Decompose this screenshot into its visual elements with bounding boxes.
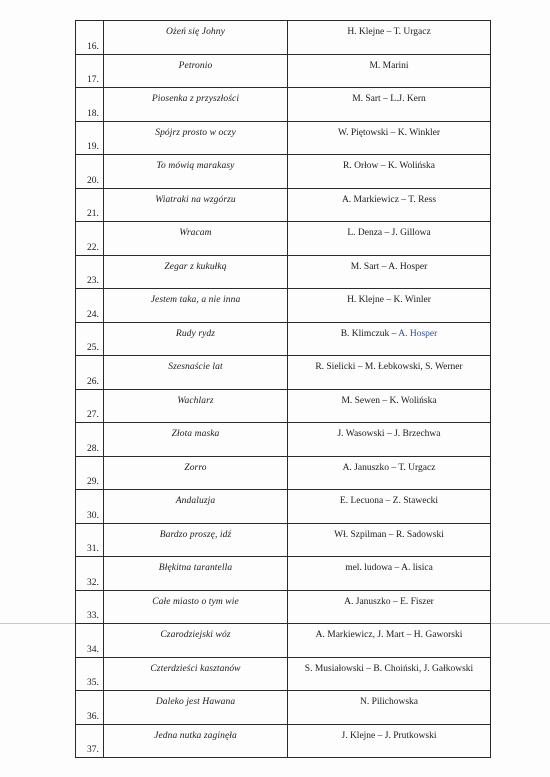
row-number: 25. [87, 343, 99, 353]
song-authors: A. Markiewicz – T. Ress [341, 194, 437, 205]
table-row [76, 456, 491, 490]
row-number-cell [76, 456, 104, 490]
song-title: Wiatraki na wzgórzu [155, 194, 236, 205]
song-title: Zegar z kukułką [164, 261, 227, 272]
song-title: Całe miasto o tym wie [152, 596, 239, 607]
row-number: 29. [87, 477, 99, 487]
row-number: 34. [87, 644, 99, 655]
table-row [76, 21, 491, 55]
row-number-cell [76, 322, 104, 356]
song-title: Zorro [184, 462, 207, 473]
song-authors: H. Klejne – T. Urgacz [347, 27, 431, 37]
song-authors: J. Wasowski – J. Brzechwa [337, 429, 441, 439]
song-authors: R. Orłow – K. Wolińska [343, 161, 435, 171]
row-number: 22. [87, 242, 99, 253]
song-title-cell [104, 691, 288, 725]
song-authors: M. Sewen – K. Wolińska [341, 395, 437, 406]
table-row [76, 691, 491, 725]
song-authors: H. Klejne – K. Winler [347, 295, 431, 305]
song-title-cell [104, 21, 288, 55]
row-number-cell [76, 155, 104, 189]
row-number: 23. [87, 276, 99, 286]
row-number: 18. [87, 108, 99, 119]
table-row [76, 523, 491, 557]
song-authors-cell [288, 523, 491, 557]
song-authors: S. Musiałowski – B. Choiński, J. Gałkowski [304, 663, 474, 674]
song-authors: R. Sielicki – M. Łebkowski, S. Werner [315, 362, 463, 372]
row-number-cell [76, 624, 104, 658]
song-authors: J. Klejne – J. Prutkowski [341, 730, 437, 741]
song-title: To mówią marakasy [156, 161, 235, 171]
song-authors-cell [288, 691, 491, 725]
song-authors: A. Markiewicz, J. Mart – H. Gaworski [315, 630, 463, 640]
row-number-cell [76, 188, 104, 222]
song-title-cell [104, 88, 288, 122]
row-number-cell [76, 691, 104, 725]
table-row [76, 188, 491, 222]
song-title-cell [104, 289, 288, 323]
song-authors-cell [288, 490, 491, 524]
table-row [76, 389, 491, 423]
song-title: Petronio [178, 60, 213, 71]
table-row [76, 155, 491, 189]
song-authors-cell [288, 121, 491, 155]
row-number-cell [76, 54, 104, 88]
row-number-cell [76, 657, 104, 691]
table-row [76, 121, 491, 155]
song-title-cell [104, 724, 288, 758]
song-title-cell [104, 423, 288, 457]
song-authors-part: B. Klimczuk – [340, 328, 399, 339]
song-title: Jedna nutka zaginęła [154, 730, 237, 741]
song-authors: L. Denza – J. Gillowa [347, 228, 431, 238]
song-title: Piosenka z przyszłości [151, 94, 240, 104]
song-title: Daleko jest Hawana [155, 697, 236, 707]
song-title: Bardzo proszę, idź [159, 529, 232, 540]
table-row [76, 356, 491, 390]
song-authors-cell [288, 724, 491, 758]
song-authors-cell [288, 21, 491, 55]
row-number-cell [76, 121, 104, 155]
song-authors-cell [288, 222, 491, 256]
song-title: Ożeń się Johny [166, 27, 225, 37]
table-row [76, 322, 491, 356]
row-number: 30. [87, 510, 99, 521]
song-authors-cell [288, 88, 491, 122]
table-row [76, 657, 491, 691]
row-number: 35. [87, 678, 99, 688]
song-title-cell [104, 188, 288, 222]
song-authors-cell [288, 657, 491, 691]
song-list-table [75, 20, 491, 758]
row-number: 36. [87, 711, 99, 722]
row-number: 20. [87, 175, 99, 186]
song-title: Jestem taka, a nie inna [150, 295, 241, 305]
row-number-cell [76, 255, 104, 289]
row-number: 33. [87, 611, 99, 621]
song-authors: A. Januszko – T. Urgacz [342, 462, 436, 473]
row-number-cell [76, 389, 104, 423]
song-title: Złota maska [171, 429, 220, 439]
song-authors-cell [288, 54, 491, 88]
row-number: 17. [87, 75, 99, 85]
row-number-cell [76, 523, 104, 557]
table-row [76, 490, 491, 524]
row-number-cell [76, 356, 104, 390]
row-number: 27. [87, 410, 99, 420]
table-row [76, 88, 491, 122]
song-title-cell [104, 456, 288, 490]
song-title: Spójrz prosto w oczy [155, 127, 236, 138]
row-number: 16. [87, 41, 99, 52]
song-authors-highlighted-part: A. Hosper [398, 328, 438, 339]
song-title-cell [104, 121, 288, 155]
song-title-cell [104, 322, 288, 356]
table-row [76, 624, 491, 658]
song-title: Wachlarz [177, 395, 214, 406]
song-title: Czarodziejski wóz [160, 630, 231, 640]
song-authors-cell [288, 255, 491, 289]
song-title: Wracam [179, 228, 212, 238]
song-title-cell [104, 54, 288, 88]
row-number-cell [76, 590, 104, 624]
song-authors: mel. ludowa – A. lisica [345, 563, 433, 573]
song-authors-cell [288, 155, 491, 189]
table-row [76, 255, 491, 289]
row-number: 31. [87, 544, 99, 554]
song-authors: M. Sart – L.J. Kern [352, 94, 426, 104]
song-title-cell [104, 222, 288, 256]
song-authors-cell [288, 322, 491, 356]
song-authors: E. Lecuona – Z. Stawecki [339, 496, 439, 506]
song-authors-cell [288, 356, 491, 390]
row-number-cell [76, 88, 104, 122]
row-number-cell [76, 557, 104, 591]
table-row [76, 590, 491, 624]
song-authors-cell [288, 188, 491, 222]
song-authors-cell [288, 289, 491, 323]
song-title-cell [104, 523, 288, 557]
song-title-cell [104, 490, 288, 524]
row-number-cell [76, 289, 104, 323]
song-title: Andaluzja [175, 496, 216, 506]
song-title-cell [104, 255, 288, 289]
song-title-cell [104, 624, 288, 658]
song-title: Błękitna tarantella [158, 563, 233, 573]
song-authors-cell [288, 456, 491, 490]
table-row [76, 724, 491, 758]
row-number-cell [76, 490, 104, 524]
song-authors: N. Pilichowska [359, 697, 419, 707]
song-authors-cell [288, 624, 491, 658]
row-number-cell [76, 423, 104, 457]
song-title-cell [104, 356, 288, 390]
row-number: 28. [87, 443, 99, 454]
row-number: 32. [87, 577, 99, 588]
row-number: 21. [87, 209, 99, 219]
song-title: Rudy rydz [175, 328, 216, 339]
row-number: 19. [87, 142, 99, 152]
song-authors-cell [288, 389, 491, 423]
song-title-cell [104, 657, 288, 691]
row-number-cell [76, 724, 104, 758]
song-title-cell [104, 557, 288, 591]
song-title-cell [104, 389, 288, 423]
row-number-cell [76, 222, 104, 256]
table-row [76, 557, 491, 591]
table-row [76, 289, 491, 323]
table-row [76, 54, 491, 88]
row-number: 26. [87, 376, 99, 387]
table-row [76, 222, 491, 256]
song-title: Szesnaście lat [168, 362, 223, 372]
song-authors: M. Marini [369, 60, 409, 71]
song-title-cell [104, 155, 288, 189]
row-number: 37. [87, 745, 99, 755]
song-authors: A. Januszko – E. Fiszer [344, 596, 434, 607]
song-title: Czterdzieści kasztanów [150, 663, 241, 674]
row-number-cell [76, 21, 104, 55]
song-authors: M. Sart – A. Hosper [350, 261, 428, 272]
row-number: 24. [87, 309, 99, 320]
song-authors [288, 323, 490, 339]
song-authors-cell [288, 590, 491, 624]
song-authors-cell [288, 557, 491, 591]
song-authors: Wł. Szpilman – R. Sadowski [334, 529, 444, 540]
song-authors-cell [288, 423, 491, 457]
table-row [76, 423, 491, 457]
song-authors: W. Piętowski – K. Winkler [337, 127, 440, 138]
song-title-cell [104, 590, 288, 624]
